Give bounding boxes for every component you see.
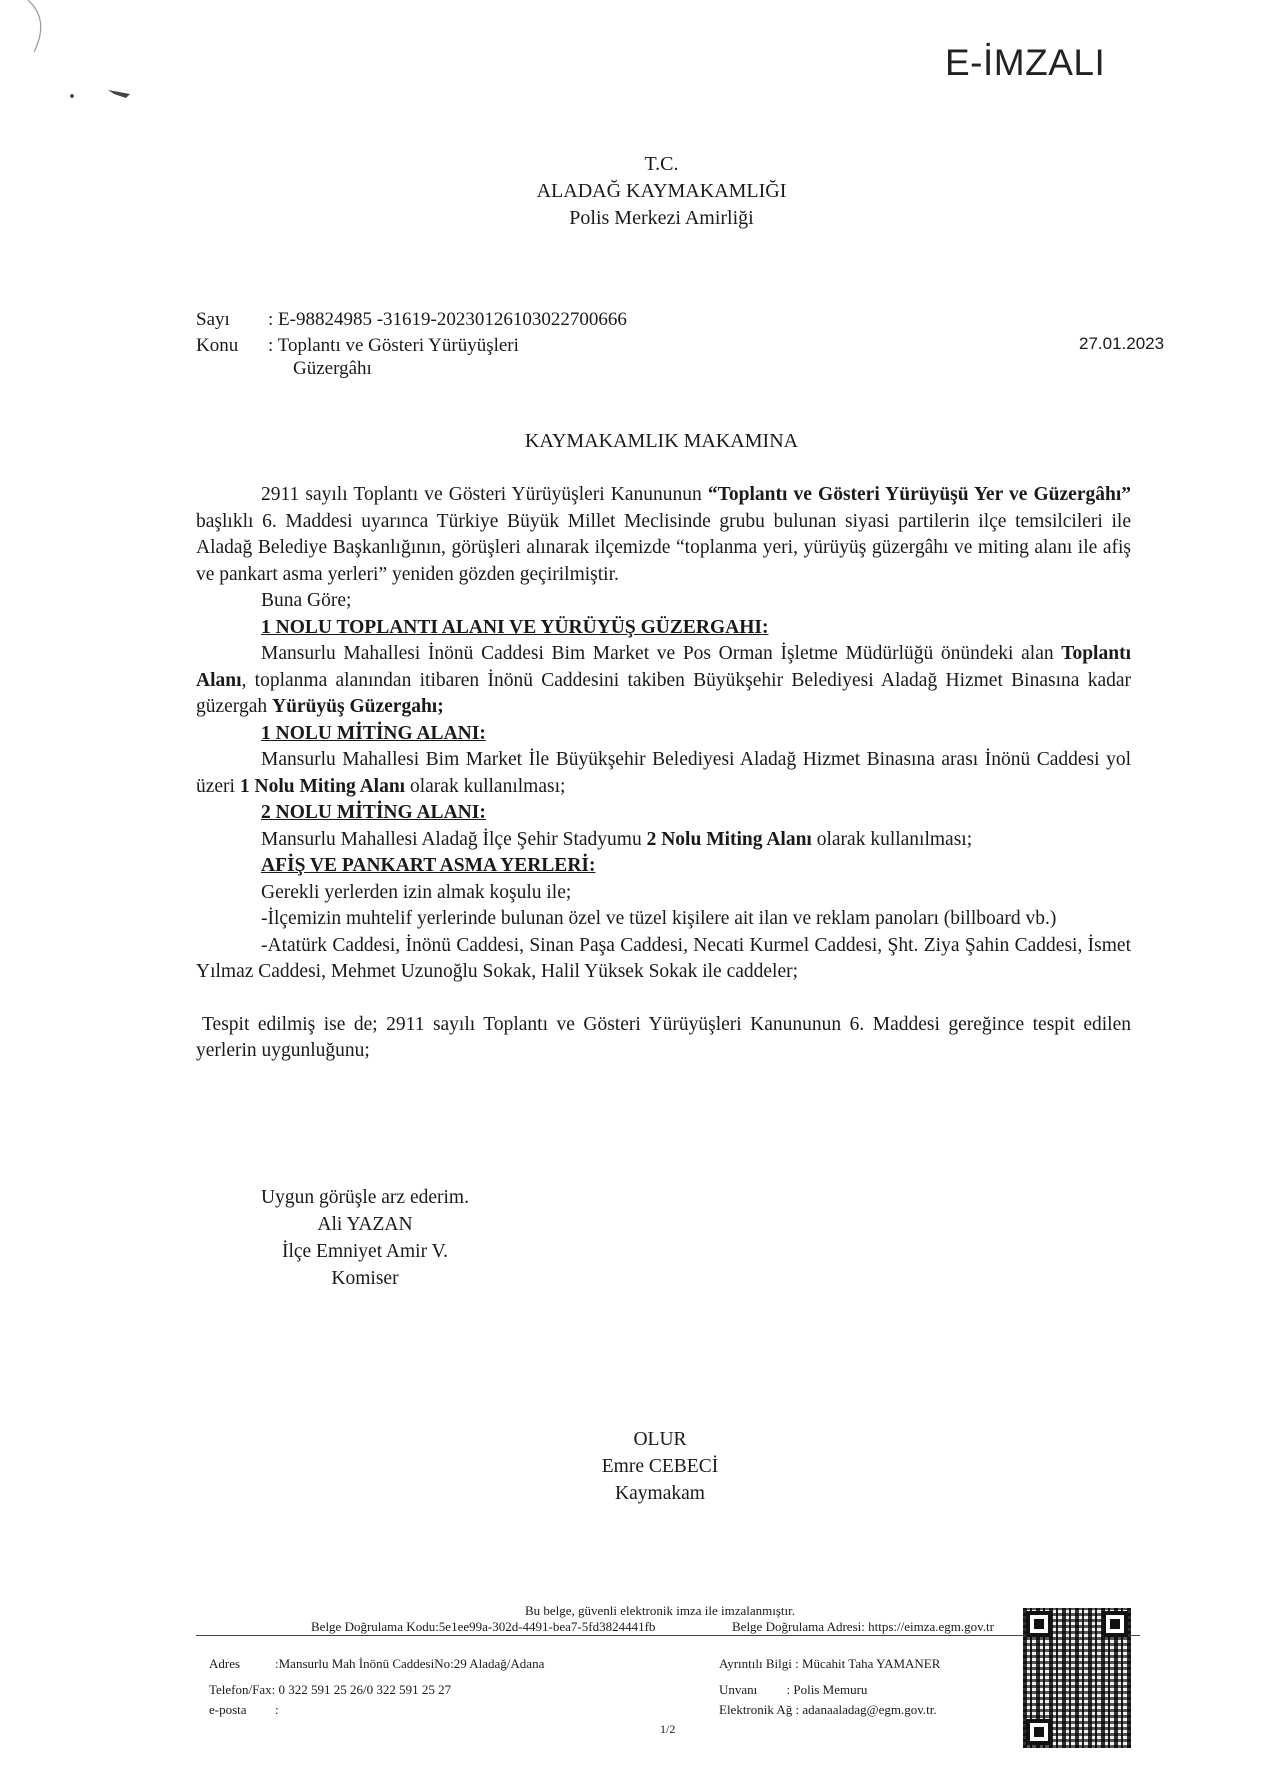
poster-condition: Gerekli yerlerden izin almak koşulu ile; [261,881,572,903]
rally1-bold: 1 Nolu Miting Alanı [239,775,406,797]
esign-notice: Bu belge, güvenli elektronik imza ile imzalanmıştır. [524,1603,796,1618]
rally2-text-cont: olarak kullanılması; [811,828,973,850]
approval-olur: OLUR [633,1429,687,1450]
rally-area-1-text [196,747,1131,800]
verification-qr-code [1023,1608,1131,1748]
addressee: KAYMAKAMLIK MAKAMINA [524,430,799,452]
heading-rally-area-1: 1 NOLU MİTİNG ALANI: [261,722,486,744]
contact-person: Ayrıntılı Bilgi : Mücahit Taha YAMANER [719,1656,941,1671]
scan-edge-curve [20,0,60,60]
signer-name: Ali YAZAN [317,1214,413,1235]
document-body [196,482,1131,1065]
heading-gathering-area: 1 NOLU TOPLANTI ALANI VE YÜRÜYÜŞ GÜZERGAHI: [261,616,769,638]
rally-area-2-text [196,827,1131,854]
intro-text: 2911 sayılı Toplantı ve Gösteri Yürüyüşleri Kanununun [261,484,708,505]
address-value: :Mansurlu Mah İnönü CaddesiNo:29 Aladağ/Adana [275,1656,545,1671]
signer-rank: Komiser [331,1268,399,1289]
approver-block [560,1426,760,1507]
contact-title: Unvanı : Polis Memuru [719,1682,868,1697]
rally2-text: Mansurlu Mahallesi Aladağ İlçe Şehir Stadyumu [261,828,647,850]
rally1-text-cont: olarak kullanılması; [405,775,566,797]
sayi-value: : E-98824985 -31619-20230126103022700666 [268,309,627,330]
heading-rally-area-2: 2 NOLU MİTİNG ALANI: [261,802,486,823]
buna-gore: Buna Göre; [261,590,352,611]
poster-billboards: -İlçemizin muhtelif yerlerinde bulunan özel ve tüzel kişilere ait ilan ve reklam panoları (billboard vb.) [261,908,1057,929]
signer-title: İlçe Emniyet Amir V. [281,1241,449,1262]
intro-text-cont: başlıklı 6. Maddesi uyarınca Türkiye Büyük Millet Meclisinde grubu bulunan siyasi partilerin ilçe temsilcileri ile Aladağ Belediye Başkanlığının, görüşleri alınarak ilçemizde “toplanma yeri, yürüyüş güzergâhı ve miting alanı ile afiş ve pankart asma yerleri” yeniden gözden geçirilmiştir. [196,510,1131,585]
poster-streets: -Atatürk Caddesi, İnönü Caddesi, Sinan Paşa Caddesi, Necati Kurmel Caddesi, Şht. Ziya Şahin Caddesi, İsmet Yılmaz Caddesi, Mehmet Uzunoğlu Sokak, Halil Yüksek Sokak ile caddeler; [196,934,1131,982]
email-value: : [275,1702,279,1717]
header-tc: T.C. [644,153,679,175]
final-paragraph: Tespit edilmiş ise de; 2911 sayılı Toplantı ve Gösteri Yürüyüşleri Kanununun 6. Maddesi gereğince tespit edilen yerlerin uygunluğunu; [196,1013,1131,1061]
e-signed-stamp: E-İMZALI [945,42,1106,83]
signer-block [250,1184,480,1292]
approver-name: Emre CEBECİ [601,1456,719,1477]
route-bold: Yürüyüş Güzergahı; [271,696,444,717]
verify-code: Belge Doğrulama Kodu:5e1ee99a-302d-4491-bea7-5fd3824441fb [311,1619,656,1634]
konu-value-cont: Güzergâhı [293,358,372,379]
header-institution: ALADAĞ KAYMAKAMLIĞI [536,180,787,202]
footer-divider [196,1635,1140,1636]
verify-address: Belge Doğrulama Adresi: https://eimza.egm.gov.tr [732,1619,994,1634]
contact-email: Elektronik Ağ : adanaaladag@egm.gov.tr. [719,1702,937,1717]
intro-bold-title: “Toplantı ve Gösteri Yürüyüşü Yer ve Güzergâhı” [707,484,1131,505]
document-date: 27.01.2023 [1079,334,1165,353]
konu-value: : Toplantı ve Gösteri Yürüyüşleri [268,335,519,356]
phone-fax: Telefon/Fax: 0 322 591 25 26/0 322 591 25 27 [209,1682,452,1697]
page-number: 1/2 [660,1722,676,1736]
gathering-text: Mansurlu Mahallesi İnönü Caddesi Bim Market ve Pos Orman İşletme Müdürlüğü önündeki alan [261,643,1062,664]
scan-smudge [68,84,148,102]
gathering-text-cont: , toplanma alanından itibaren İnönü Caddesini takiben Büyükşehir Belediyesi Aladağ Hizmet Binasına kadar güzergah [196,669,1131,717]
intro-paragraph [196,482,1131,588]
rally1-text: Mansurlu Mahallesi Bim Market İle Büyükşehir Belediyesi Aladağ Hizmet Binasına arası İnönü Caddesi yol üzeri [196,749,1131,797]
email-label: e-posta [209,1702,247,1717]
address-label: Adres [209,1656,241,1671]
gathering-bold: Toplantı Alanı [196,643,1131,691]
heading-poster-places: AFİŞ VE PANKART ASMA YERLERİ: [261,855,596,876]
closing-line: Uygun görüşle arz ederim. [261,1187,469,1208]
gathering-area-text [196,641,1131,721]
approver-title: Kaymakam [615,1483,705,1504]
header-department: Polis Merkezi Amirliği [569,207,754,229]
rally2-bold: 2 Nolu Miting Alanı [646,828,812,850]
konu-label: Konu [196,335,239,356]
sayi-label: Sayı [196,309,230,330]
